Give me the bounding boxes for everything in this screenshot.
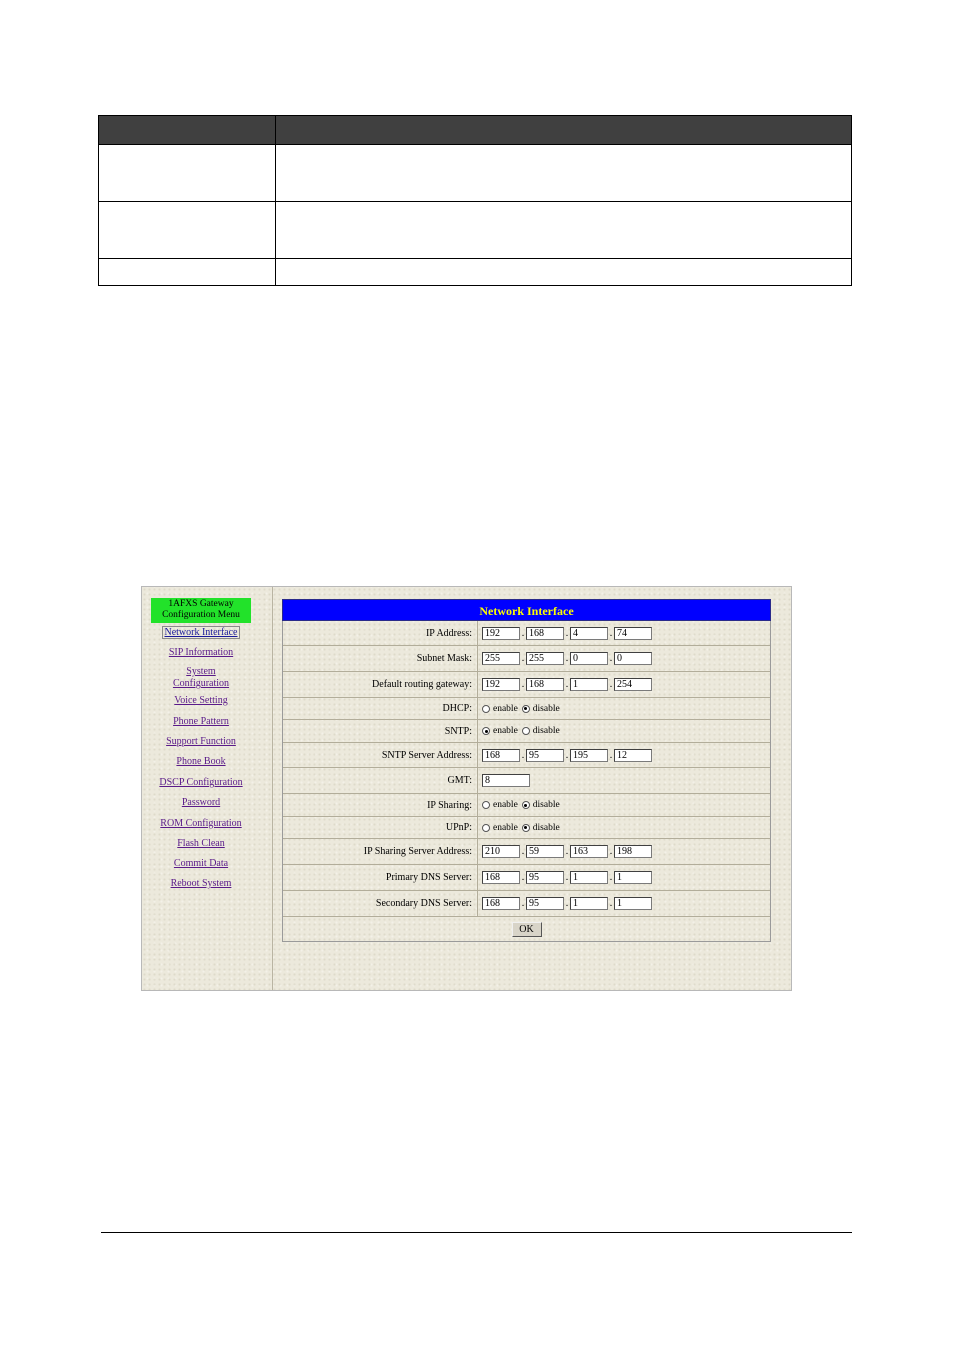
network-interface-panel: [282, 599, 771, 948]
gmt-row: [283, 768, 770, 794]
octet-separator: .: [521, 653, 525, 664]
menu-item: [142, 878, 260, 898]
menu-item: [142, 647, 260, 666]
menu-link-phone-pattern[interactable]: Phone Pattern: [173, 716, 229, 727]
menu-link-rom-configuration[interactable]: ROM Configuration: [160, 818, 242, 829]
octet-separator: .: [609, 846, 613, 857]
ip-sharing-label: IP Sharing:: [283, 794, 478, 816]
menu-item: [142, 736, 260, 756]
ip-sharing-server-octet-4[interactable]: [614, 845, 652, 858]
ip-sharing-server-fields: [478, 839, 770, 864]
primary-dns-octet-4[interactable]: [614, 871, 652, 884]
subnet-mask-label: Subnet Mask:: [283, 646, 478, 671]
menu-item: [142, 666, 260, 695]
settings-form: [282, 621, 771, 942]
table-row: [99, 145, 852, 202]
sntp-options: [478, 720, 770, 742]
ip-sharing-server-octet-3[interactable]: [570, 845, 608, 858]
primary-dns-row: [283, 865, 770, 891]
ip-sharing-enable-label: enable: [493, 800, 518, 810]
gateway-octet-1[interactable]: [482, 678, 520, 691]
table-cell: [276, 202, 852, 259]
octet-separator: .: [609, 679, 613, 690]
footer-rule: [101, 1232, 852, 1233]
sntp-enable-radio[interactable]: [482, 726, 518, 736]
subnet-mask-octet-2[interactable]: [526, 652, 564, 665]
primary-dns-fields: [478, 865, 770, 890]
primary-dns-octet-3[interactable]: [570, 871, 608, 884]
dhcp-label: DHCP:: [283, 698, 478, 719]
primary-dns-octet-2[interactable]: [526, 871, 564, 884]
menu-link-flash-clean[interactable]: Flash Clean: [177, 838, 225, 849]
menu-link-sip-information[interactable]: SIP Information: [168, 647, 234, 658]
radio-circle-icon: [482, 801, 490, 809]
ip-sharing-disable-radio[interactable]: [522, 800, 560, 810]
octet-separator: .: [521, 898, 525, 909]
radio-checked-icon: [482, 727, 490, 735]
octet-separator: .: [565, 898, 569, 909]
octet-separator: .: [565, 679, 569, 690]
upnp-enable-radio[interactable]: [482, 823, 518, 833]
menu-item: [142, 797, 260, 818]
sntp-enable-label: enable: [493, 726, 518, 736]
menu-link-system-configuration[interactable]: System Configuration: [172, 666, 230, 689]
secondary-dns-octet-3[interactable]: [570, 897, 608, 910]
table-header-row: [99, 116, 852, 145]
ip-sharing-row: [283, 794, 770, 817]
menu-link-phone-book[interactable]: Phone Book: [176, 756, 226, 767]
octet-separator: .: [521, 627, 525, 639]
ip-address-row: [283, 621, 770, 646]
octet-separator: .: [565, 846, 569, 857]
octet-separator: .: [565, 627, 569, 639]
ip-address-label: IP Address:: [283, 621, 478, 645]
table-cell: [276, 145, 852, 202]
ip-sharing-server-octet-1[interactable]: [482, 845, 520, 858]
upnp-disable-radio[interactable]: [522, 823, 560, 833]
radio-circle-icon: [482, 705, 490, 713]
gmt-field-wrap: [478, 768, 770, 793]
menu-title: [151, 598, 251, 623]
menu-item: [142, 818, 260, 838]
radio-checked-icon: [522, 801, 530, 809]
subnet-mask-octet-3[interactable]: [570, 652, 608, 665]
document-table: [98, 115, 852, 286]
menu-link-password[interactable]: Password: [181, 797, 221, 808]
menu-title-line1: 1AFXS Gateway: [168, 599, 234, 609]
ip-sharing-options: [478, 794, 770, 816]
table-cell: [99, 259, 276, 286]
table-cell: [99, 202, 276, 259]
ip-sharing-enable-radio[interactable]: [482, 800, 518, 810]
octet-separator: .: [609, 653, 613, 664]
primary-dns-octet-1[interactable]: [482, 871, 520, 884]
secondary-dns-octet-4[interactable]: [614, 897, 652, 910]
subnet-mask-octet-4[interactable]: [614, 652, 652, 665]
upnp-options: [478, 817, 770, 838]
sntp-server-label: SNTP Server Address:: [283, 743, 478, 767]
octet-separator: .: [609, 749, 613, 761]
menu-item: [142, 627, 260, 647]
ip-address-octet-3[interactable]: [570, 627, 608, 640]
octet-separator: .: [609, 627, 613, 639]
ip-sharing-server-row: [283, 839, 770, 865]
menu-link-voice-setting[interactable]: Voice Setting: [174, 695, 228, 706]
ip-address-fields: [478, 621, 770, 645]
gateway-octet-2[interactable]: [526, 678, 564, 691]
table-row: [99, 259, 852, 286]
upnp-enable-label: enable: [493, 822, 518, 833]
dhcp-row: [283, 698, 770, 720]
menu-link-reboot-system[interactable]: Reboot System: [170, 878, 232, 889]
upnp-disable-label: disable: [532, 822, 560, 833]
menu-title-line2: Configuration Menu: [162, 610, 240, 620]
ip-sharing-disable-label: disable: [532, 800, 560, 810]
radio-checked-icon: [522, 824, 530, 832]
secondary-dns-row: [283, 891, 770, 917]
octet-separator: .: [521, 749, 525, 761]
sntp-server-octet-1[interactable]: [482, 749, 520, 762]
subnet-mask-row: [283, 646, 770, 672]
gmt-input[interactable]: [482, 774, 530, 787]
ip-address-octet-4[interactable]: [614, 627, 652, 640]
sntp-label: SNTP:: [283, 720, 478, 742]
gateway-octet-4[interactable]: [614, 678, 652, 691]
ok-row: [283, 917, 770, 941]
table-cell: [276, 259, 852, 286]
subnet-mask-fields: [478, 646, 770, 671]
octet-separator: .: [521, 846, 525, 857]
table-header-cell: [99, 116, 276, 145]
octet-separator: .: [565, 653, 569, 664]
panel-title: Network Interface: [282, 599, 771, 621]
secondary-dns-octet-1[interactable]: [482, 897, 520, 910]
table-row: [99, 202, 852, 259]
sidebar: [142, 587, 273, 990]
radio-circle-icon: [482, 824, 490, 832]
ok-button[interactable]: OK: [512, 922, 542, 937]
default-gateway-row: [283, 672, 770, 698]
sntp-server-octet-4[interactable]: [614, 749, 652, 762]
sntp-disable-radio[interactable]: [522, 726, 560, 736]
ip-sharing-server-octet-2[interactable]: [526, 845, 564, 858]
menu-item: [142, 716, 260, 736]
ip-sharing-server-label: IP Sharing Server Address:: [283, 839, 478, 864]
secondary-dns-fields: [478, 891, 770, 916]
dhcp-disable-radio[interactable]: [522, 704, 560, 714]
default-gateway-fields: [478, 672, 770, 697]
table-cell: [99, 145, 276, 202]
dhcp-disable-label: disable: [532, 703, 560, 714]
secondary-dns-octet-2[interactable]: [526, 897, 564, 910]
sntp-row: [283, 720, 770, 743]
subnet-mask-octet-1[interactable]: [482, 652, 520, 665]
gmt-label: GMT:: [283, 768, 478, 793]
secondary-dns-label: Secondary DNS Server:: [283, 891, 478, 916]
menu-item: [142, 777, 260, 797]
menu-link-commit-data[interactable]: Commit Data: [173, 858, 229, 869]
table-header-cell: [276, 116, 852, 145]
menu-list: [142, 627, 260, 898]
sntp-server-octet-2[interactable]: [526, 749, 564, 762]
menu-item: [142, 695, 260, 716]
menu-link-network-interface[interactable]: Network Interface: [164, 627, 238, 638]
gateway-octet-3[interactable]: [570, 678, 608, 691]
upnp-row: [283, 817, 770, 839]
menu-link-dscp-configuration[interactable]: DSCP Configuration: [159, 777, 243, 788]
ip-address-octet-2[interactable]: [526, 627, 564, 640]
primary-dns-label: Primary DNS Server:: [283, 865, 478, 890]
menu-item: [142, 858, 260, 878]
octet-separator: .: [565, 749, 569, 761]
menu-item: [142, 756, 260, 777]
octet-separator: .: [521, 872, 525, 883]
menu-link-support-function[interactable]: Support Function: [166, 736, 236, 747]
dhcp-options: [478, 698, 770, 719]
gateway-config-screenshot: [141, 586, 792, 991]
octet-separator: .: [609, 898, 613, 909]
dhcp-enable-label: enable: [493, 703, 518, 714]
ip-address-octet-1[interactable]: [482, 627, 520, 640]
sntp-server-octet-3[interactable]: [570, 749, 608, 762]
dhcp-enable-radio[interactable]: [482, 704, 518, 714]
octet-separator: .: [521, 679, 525, 690]
menu-item: [142, 838, 260, 858]
default-gateway-label: Default routing gateway:: [283, 672, 478, 697]
radio-checked-icon: [522, 705, 530, 713]
upnp-label: UPnP:: [283, 817, 478, 838]
octet-separator: .: [609, 872, 613, 883]
sntp-server-fields: [478, 743, 770, 767]
sntp-server-row: [283, 743, 770, 768]
octet-separator: .: [565, 872, 569, 883]
sntp-disable-label: disable: [532, 726, 560, 736]
radio-circle-icon: [522, 727, 530, 735]
